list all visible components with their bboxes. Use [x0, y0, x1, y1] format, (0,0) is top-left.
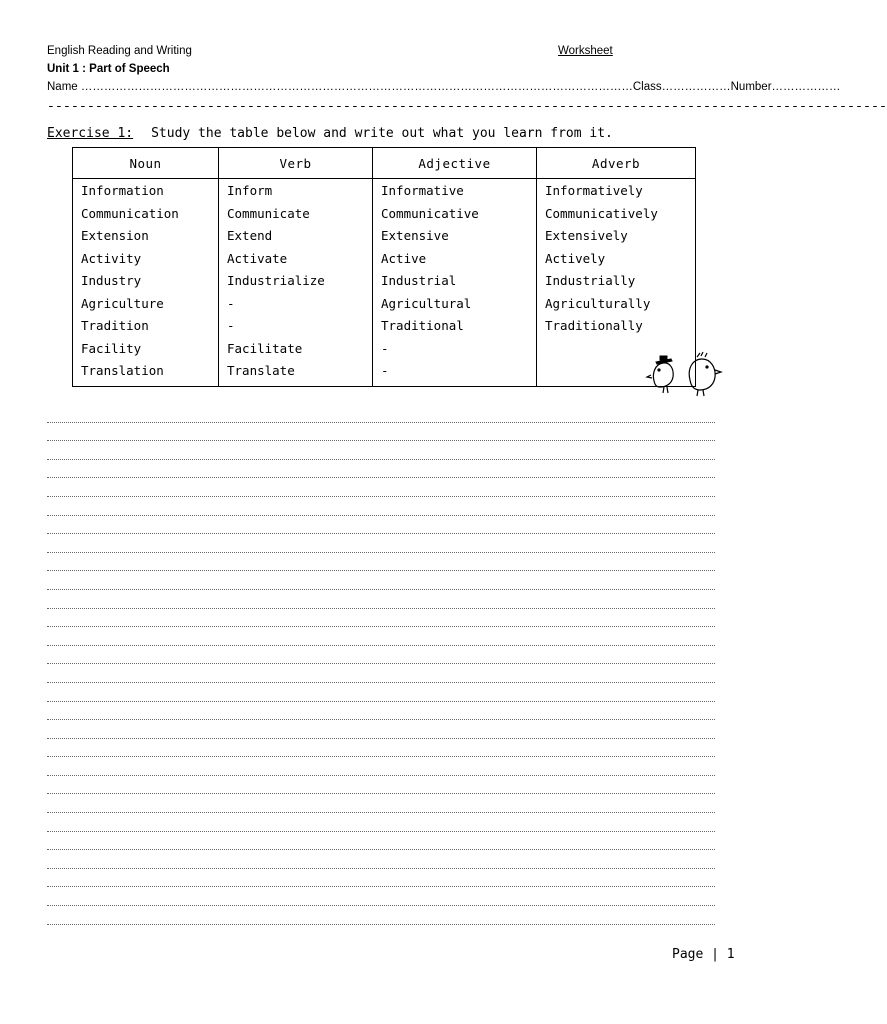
table-cell: Inform — [227, 183, 273, 198]
table-cell: Agriculturally — [545, 295, 651, 311]
writing-line[interactable] — [47, 534, 715, 553]
table-cell: Activate — [227, 250, 288, 266]
table-cell: Extend — [227, 228, 273, 243]
table-cell: Communicatively — [545, 205, 658, 221]
header-verb: Verb — [219, 148, 373, 179]
writing-line[interactable] — [47, 739, 715, 758]
table-cell: Facilitate — [227, 340, 303, 356]
course-title: English Reading and Writing — [47, 45, 192, 57]
table-cell: - — [227, 318, 235, 333]
writing-line[interactable] — [47, 813, 715, 832]
writing-line[interactable] — [47, 441, 715, 460]
writing-line[interactable] — [47, 906, 715, 925]
table-cell: Traditional — [381, 318, 464, 333]
header-adjective: Adjective — [373, 148, 537, 179]
writing-line[interactable] — [47, 664, 715, 683]
writing-line[interactable] — [47, 590, 715, 609]
table-cell: Extension — [81, 228, 149, 243]
table-cell: Translation — [81, 363, 164, 378]
table-cell: Active — [381, 250, 427, 266]
writing-area[interactable] — [47, 404, 715, 925]
table-cell: - — [381, 363, 389, 378]
table-cell: Actively — [545, 250, 606, 266]
table-cell: Industrially — [545, 273, 636, 288]
writing-line[interactable] — [47, 478, 715, 497]
writing-line[interactable] — [47, 646, 715, 665]
table-cell: Extensive — [381, 228, 449, 243]
birds-illustration — [645, 350, 725, 398]
dashed-separator: --------------------------------------------------------------------------------------------------------- — [47, 99, 887, 114]
writing-line[interactable] — [47, 460, 715, 479]
writing-line[interactable] — [47, 609, 715, 628]
table-cell: Industrialize — [227, 273, 325, 288]
header-noun: Noun — [73, 148, 219, 179]
table-cell: Activity — [81, 250, 142, 266]
table-cell: Information — [81, 183, 164, 198]
writing-line[interactable] — [47, 720, 715, 739]
writing-line[interactable] — [47, 553, 715, 572]
table-cell: Agriculture — [81, 295, 164, 311]
table-cell: Communicate — [227, 205, 310, 221]
table-cell: Industrial — [381, 273, 457, 288]
table-cell: Tradition — [81, 318, 149, 333]
table-cell: Communication — [81, 205, 179, 221]
writing-line[interactable] — [47, 869, 715, 888]
writing-line[interactable] — [47, 516, 715, 535]
writing-line[interactable] — [47, 702, 715, 721]
page-number: Page | 1 — [672, 947, 735, 962]
name-class-number-line: Name ………………………………………………………………………………………………………………………………Class………………Number……………… — [47, 81, 841, 93]
writing-line[interactable] — [47, 850, 715, 869]
table-cell: Communicative — [381, 205, 479, 221]
table-cell: Informative — [381, 183, 464, 198]
table-cell: Industry — [81, 273, 142, 288]
adjective-column — [373, 179, 537, 387]
writing-line[interactable] — [47, 571, 715, 590]
table-cell: Informatively — [545, 183, 643, 198]
writing-line[interactable] — [47, 887, 715, 906]
exercise-heading — [47, 126, 613, 141]
unit-title: Unit 1 : Part of Speech — [47, 63, 170, 75]
writing-line[interactable] — [47, 757, 715, 776]
hat-icon — [656, 356, 672, 364]
table-body-row — [73, 179, 696, 387]
writing-line[interactable] — [47, 776, 715, 795]
table-cell: Facility — [81, 340, 142, 356]
table-header-row — [73, 148, 696, 179]
table-cell: Translate — [227, 363, 295, 378]
header-adverb: Adverb — [537, 148, 696, 179]
exercise-label: Exercise 1: — [47, 126, 134, 141]
writing-line[interactable] — [47, 404, 715, 423]
parts-of-speech-table — [72, 147, 696, 387]
writing-line[interactable] — [47, 683, 715, 702]
noun-column — [73, 179, 219, 387]
writing-line[interactable] — [47, 794, 715, 813]
table-cell: Traditionally — [545, 318, 643, 333]
worksheet-label: Worksheet — [558, 45, 613, 57]
table-cell: - — [381, 340, 389, 356]
table-cell: Agricultural — [381, 295, 472, 311]
exercise-instruction: Study the table below and write out what you learn from it. — [151, 126, 613, 141]
verb-column — [219, 179, 373, 387]
bird-icon — [647, 363, 673, 393]
writing-line[interactable] — [47, 832, 715, 851]
bird-icon — [689, 352, 721, 396]
table-cell: Extensively — [545, 228, 628, 243]
table-cell: - — [227, 295, 235, 311]
writing-line[interactable] — [47, 423, 715, 442]
writing-line[interactable] — [47, 497, 715, 516]
writing-line[interactable] — [47, 627, 715, 646]
